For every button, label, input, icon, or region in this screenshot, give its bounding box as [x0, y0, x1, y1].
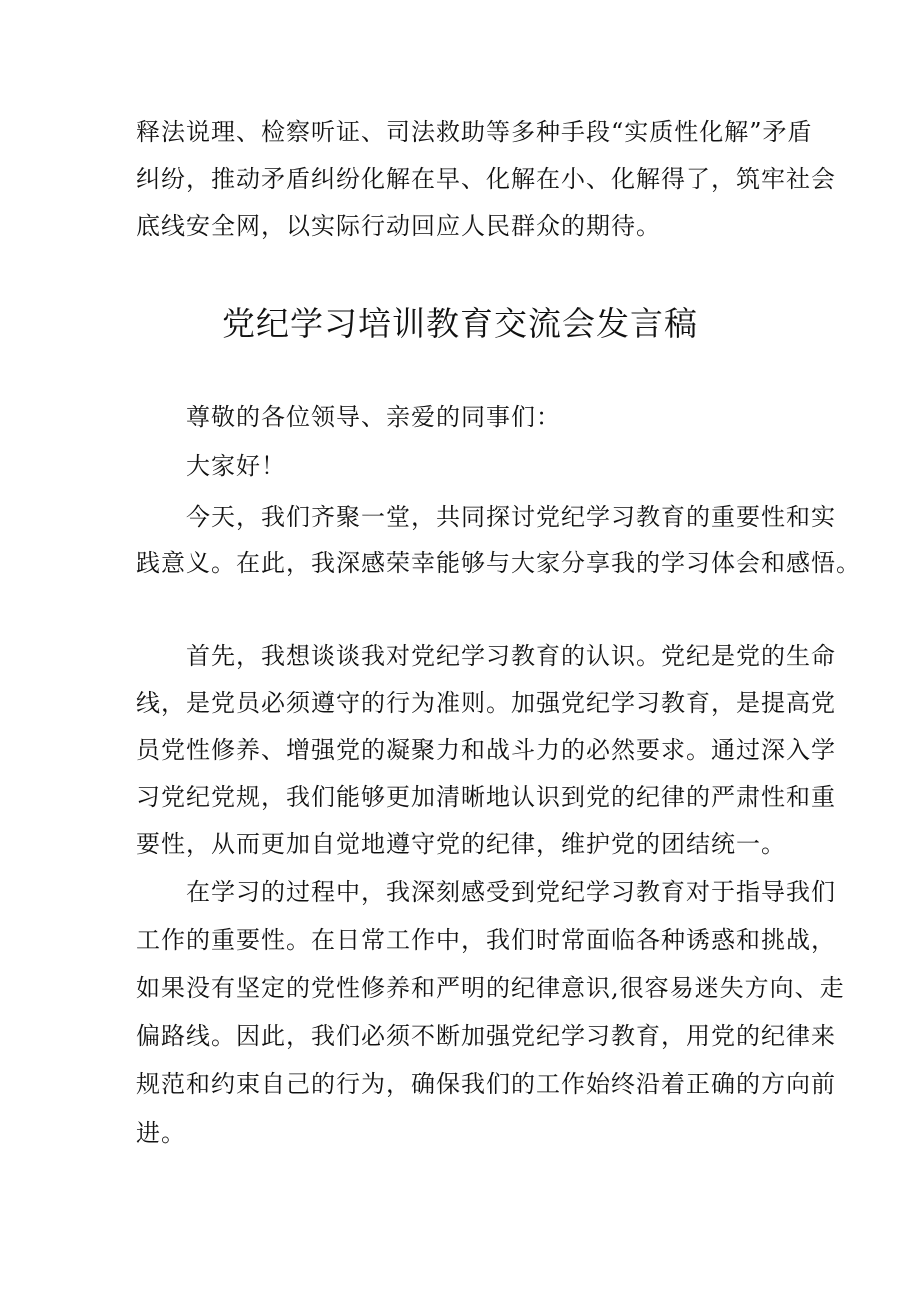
intro-line-3: 底线安全网，以实际行动回应人民群众的期待。: [136, 212, 661, 240]
intro-line-1: 释法说理、检察听证、司法救助等多种手段“实质性化解”矛盾: [136, 118, 813, 146]
para3-line-5: 规范和约束自己的行为，确保我们的工作始终沿着正确的方向前: [136, 1070, 836, 1098]
para3-line-3: 如果没有坚定的党性修养和严明的纪律意识,很容易迷失方向、走: [136, 974, 845, 1002]
para2-line-2: 线，是党员必须遵守的行为准则。加强党纪学习教育，是提高党: [136, 689, 836, 717]
para2-line-3: 员党性修养、增强党的凝聚力和战斗力的必然要求。通过深入学: [136, 736, 836, 764]
para3-line-1: 在学习的过程中，我深刻感受到党纪学习教育对于指导我们: [186, 878, 836, 906]
document-title: 党纪学习培训教育交流会发言稿: [222, 304, 698, 343]
salutation: 尊敬的各位领导、亲爱的同事们：: [186, 403, 561, 431]
para1-line-2: 践意义。在此，我深感荣幸能够与大家分享我的学习体会和感悟。: [136, 549, 861, 577]
para3-line-2: 工作的重要性。在日常工作中，我们时常面临各种诱惑和挑战，: [136, 926, 836, 954]
intro-line-2: 纠纷，推动矛盾纠纷化解在早、化解在小、化解得了，筑牢社会: [136, 165, 836, 193]
para2-line-5: 要性，从而更加自觉地遵守党的纪律，维护党的团结统一。: [136, 830, 786, 858]
para2-line-4: 习党纪党规，我们能够更加清晰地认识到党的纪律的严肃性和重: [136, 783, 836, 811]
para3-line-4: 偏路线。因此，我们必须不断加强党纪学习教育，用党的纪律来: [136, 1022, 836, 1050]
para2-line-1: 首先，我想谈谈我对党纪学习教育的认识。党纪是党的生命: [186, 642, 836, 670]
greeting: 大家好！: [186, 452, 286, 480]
para1-line-1: 今天，我们齐聚一堂，共同探讨党纪学习教育的重要性和实: [186, 503, 836, 531]
para3-line-6: 进。: [136, 1119, 186, 1147]
